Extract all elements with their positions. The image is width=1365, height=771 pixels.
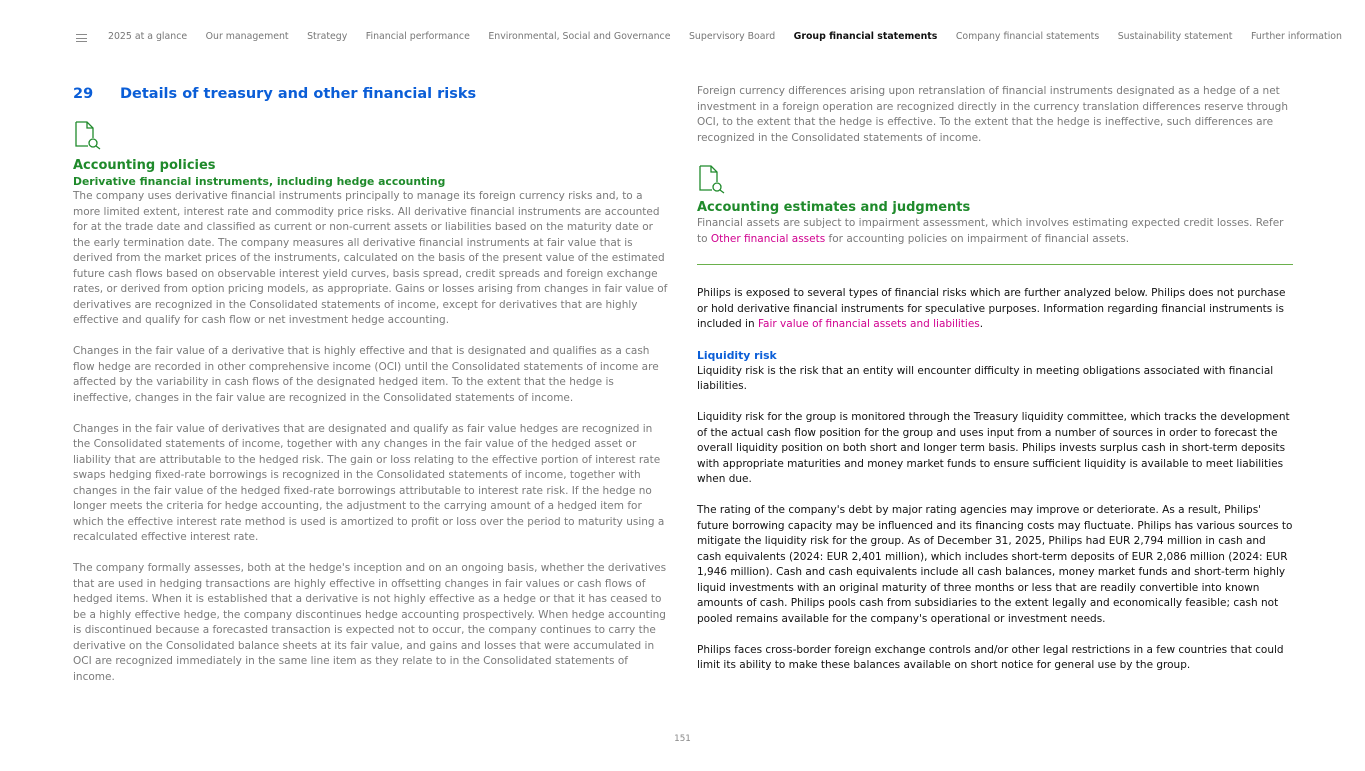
derivatives-subheading: Derivative financial instruments, including hedge accounting bbox=[73, 175, 446, 188]
left-column bbox=[73, 84, 671, 685]
fair-value-link[interactable]: Fair value of financial assets and liabilities bbox=[757, 318, 980, 330]
paragraph: Liquidity risk for the group is monitored through the Treasury liquidity committee, which tracks the development of the actual cash flow position for the group and uses input from a number of sources in order to forecast the overall liquidity position on both short and longer term basis. Philips invests surplus cash in short-term deposits with appropriate maturities and money market funds to ensure sufficient liquidity is available to meet liabilities when due. bbox=[697, 411, 1290, 485]
nav-item-2025-at-a-glance[interactable]: 2025 at a glance bbox=[108, 31, 188, 42]
page-number: 151 bbox=[674, 734, 691, 744]
paragraph: Philips faces cross-border foreign exchange controls and/or other legal restrictions in a few countries that could limit its ability to make these balances available on short notice for general use by the group. bbox=[697, 643, 1284, 671]
paragraph: The rating of the company's debt by major rating agencies may improve or deteriorate. As a result, Philips' future borrowing capacity may be influenced and its financing costs may fluctuate. Philips has various sources to mitigate the liquidity risk for the group. As of December 31, 2025, Philips had EUR 2,794 million in cash and cash equivalents (2024: EUR 2,401 million), which includes short-term deposits of EUR 2,086 million (2024: EUR 1,946 million). Cash and cash equivalents include all cash balances, money market funds and short-term highly liquid investments with an original maturity of three months or less that are readily convertible into known amounts of cash. Philips pools cash from subsidiaries to the extent legally and economically feasible; cash not pooled remains available for the company's operational or investment needs. bbox=[697, 504, 1293, 625]
nav-item-further-information[interactable]: Further information bbox=[1250, 31, 1342, 42]
section-number: 29 bbox=[73, 86, 94, 103]
accounting-policies-heading: Accounting policies bbox=[73, 158, 216, 173]
section-title-text: Details of treasury and other financial risks bbox=[120, 86, 477, 103]
text-run: Philips is exposed to several types of financial risks which are further analyzed below. Philips does not purchase or hold derivative financial instruments for speculative purposes. Information regarding financial instruments is included in bbox=[697, 287, 1286, 330]
nav-item-strategy[interactable]: Strategy bbox=[307, 31, 348, 42]
text-run: for accounting policies on impairment of financial assets. bbox=[825, 232, 1130, 245]
paragraph: The company uses derivative financial instruments principally to manage its foreign currency risks and, to a more limited extent, interest rate and commodity price risks. All derivative financial instruments are accounted for at the trade date and classified as current or non-current assets or liabilities based on the maturity date or the early termination date. The company measures all derivative financial instruments at fair value that is derived from the market prices of the instruments, calculated on the basis of the present value of the estimated future cash flows based on observable interest yield curves, basis spread, credit spreads and foreign exchange rates, or derived from option pricing models, as appropriate. Gains or losses arising from changes in fair value of derivatives are recognized in the Consolidated statements of income, except for derivatives that are highly effective and qualify for cash flow or net investment hedge accounting. bbox=[73, 190, 668, 326]
hamburger-menu-icon[interactable] bbox=[76, 33, 88, 43]
text-run: . bbox=[979, 318, 984, 330]
paragraph: Changes in the fair value of derivatives that are designated and qualify as fair value hedges are recognized in the Consolidated statements of income, together with any changes in the fair value of the hedged asset or liability that are attributable to the hedged risk. The gain or loss relating to the effective portion of interest rate swaps hedging fixed-rate borrowings is recognized in the Consolidated statements of income, together with changes in the fair value of the hedged fixed-rate borrowings attributable to interest rate risk. If the hedge no longer meets the criteria for hedge accounting, the adjustment to the carrying amount of a hedged item for which the effective interest rate method is used is amortized to profit or loss over the period to maturity using a recalculated effective interest rate. bbox=[73, 422, 665, 543]
other-financial-assets-link[interactable]: Other financial assets bbox=[710, 232, 826, 245]
liquidity-risk-heading: Liquidity risk bbox=[697, 349, 777, 362]
nav-item-sustainability-statement[interactable]: Sustainability statement bbox=[1117, 31, 1233, 42]
text-run: Financial assets are subject to impairment assessment, which involves estimating expected credit losses. Refer to bbox=[697, 217, 1284, 245]
nav-item-company-financial-statements[interactable]: Company financial statements bbox=[955, 31, 1100, 42]
section-title bbox=[73, 84, 671, 106]
nav-item-supervisory-board[interactable]: Supervisory Board bbox=[688, 31, 776, 42]
nav-item-group-financial-statements[interactable]: Group financial statements bbox=[793, 31, 938, 42]
intro-paragraph bbox=[697, 286, 1293, 333]
nav-items bbox=[108, 31, 1360, 42]
nav-item-esg[interactable]: Environmental, Social and Governance bbox=[488, 31, 671, 42]
paragraph: Liquidity risk is the risk that an entity will encounter difficulty in meeting obligations associated with financial liabilities. bbox=[697, 364, 1274, 392]
top-navigation bbox=[0, 0, 1365, 74]
paragraph: Changes in the fair value of a derivative that is highly effective and that is designated and qualifies as a cash flow hedge are recorded in other comprehensive income (OCI) until the Consolidated statements of income are affected by the variability in cash flows of the designated hedged item. To the extent that the hedge is ineffective, changes in the fair value are recognized in the Consolidated statements of income. bbox=[73, 345, 659, 404]
document-search-icon bbox=[697, 164, 727, 194]
estimates-paragraph bbox=[697, 216, 1293, 247]
accounting-estimates-heading: Accounting estimates and judgments bbox=[697, 200, 971, 215]
nav-item-financial-performance[interactable]: Financial performance bbox=[365, 31, 470, 42]
nav-item-our-management[interactable]: Our management bbox=[205, 31, 289, 42]
document-search-icon bbox=[73, 120, 103, 150]
paragraph: Foreign currency differences arising upon retranslation of financial instruments designated as a hedge of a net investment in a foreign operation are recognized directly in the currency translation differences reserve through OCI, to the extent that the hedge is effective. To the extent that the hedge is ineffective, such differences are recognized in the Consolidated statements of income. bbox=[697, 85, 1289, 144]
paragraph: The company formally assesses, both at the hedge's inception and on an ongoing basis, whether the derivatives that are used in hedging transactions are highly effective in offsetting changes in fair values or cash flows of hedged items. When it is established that a derivative is not highly effective as a hedge or that it has ceased to be a highly effective hedge, the company discontinues hedge accounting prospectively. When hedge accounting is discontinued because a forecasted transaction is expected not to occur, the company continues to carry the derivative on the Consolidated balance sheets at its fair value, and gains and losses that were accumulated in OCI are recognized immediately in the same line item as they relate to in the Consolidated statements of income. bbox=[73, 562, 667, 683]
right-column bbox=[697, 84, 1293, 674]
